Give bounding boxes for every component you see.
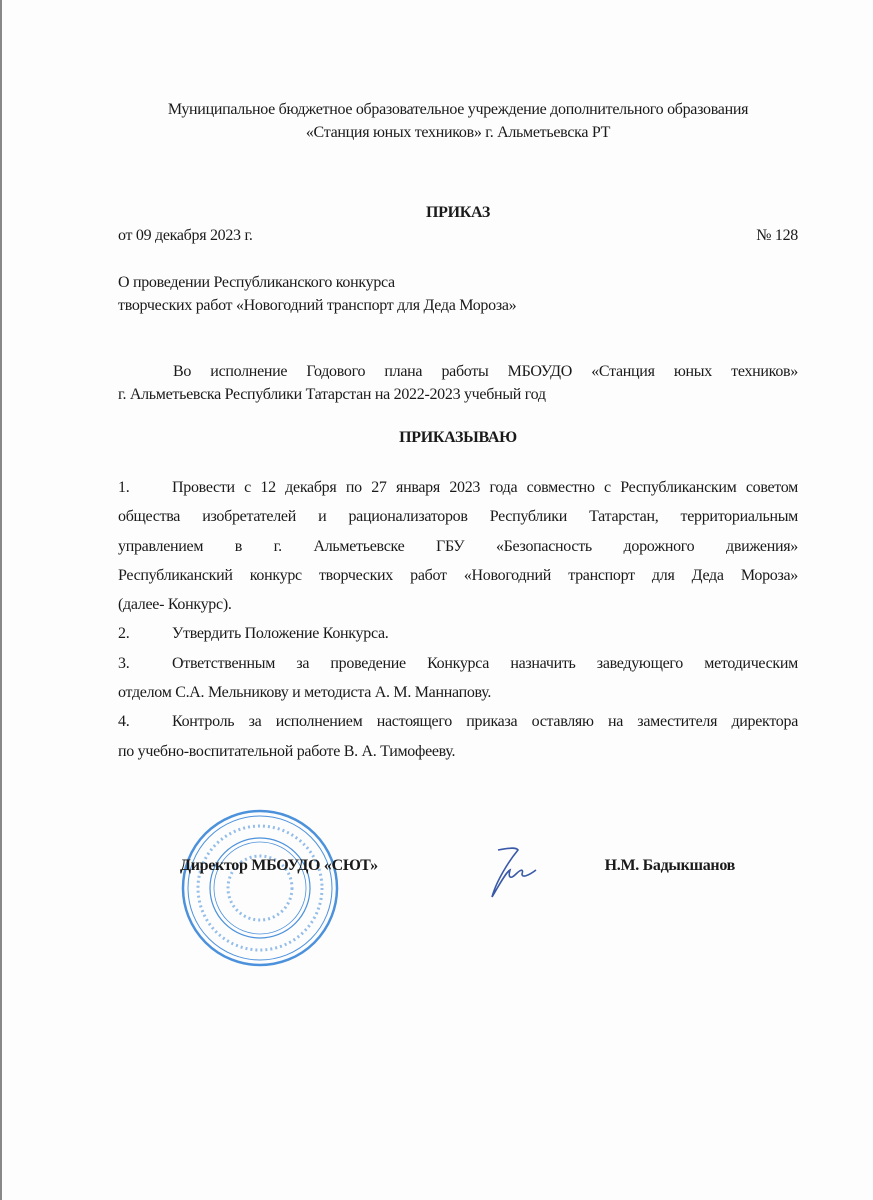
order-title: ПРИКАЗ <box>425 204 491 221</box>
item-1-line-1 <box>118 473 798 502</box>
director-name: Н.М. Бадыкшанов <box>604 856 735 874</box>
signature-row <box>118 854 735 877</box>
item-1-line-2: общества изобретателей и рационализаторов Республики Татарстан, территориальным <box>118 508 798 526</box>
director-position: Директор МБОУДО «СЮТ» <box>180 856 378 874</box>
order-items <box>118 473 798 766</box>
item-number: 1. <box>118 479 130 496</box>
item-number: 4. <box>118 713 130 731</box>
item-2-line-1 <box>118 619 798 648</box>
item-4-line-2: по учебно-воспитательной работе В. А. Тимофееву. <box>118 742 456 760</box>
preamble-line-1: Во исполнение Годового плана работы МБОУДО «Станция юных техников» <box>173 363 798 380</box>
order-date-row <box>118 224 798 247</box>
org-line-2: «Станция юных техников» г. Альметьевска РТ <box>305 124 611 141</box>
order-word: ПРИКАЗЫВАЮ <box>399 429 517 446</box>
item-1-line-4: Республиканский конкурс творческих работ «Новогодний транспорт для Деда Мороза» <box>118 566 798 584</box>
org-header <box>118 98 798 144</box>
item-3-line-1 <box>118 649 798 678</box>
item-number: 3. <box>118 654 130 672</box>
order-number: № 128 <box>756 227 798 244</box>
subject-line-2: творческих работ «Новогодний транспорт для Деда Мороза» <box>118 297 517 314</box>
order-date: от 09 декабря 2023 г. <box>118 227 253 244</box>
item-3-line-2: отделом С.А. Мельникову и методиста А. М. Маннапову. <box>118 684 492 702</box>
document-body <box>118 98 798 877</box>
scan-edge <box>0 0 2 1200</box>
item-1-line-5: (далее- Конкурс). <box>118 596 232 614</box>
item-1-line-3: управлением в г. Альметьевске ГБУ «Безопасность дорожного движения» <box>118 537 798 555</box>
item-text: Ответственным за проведение Конкурса назначить заведующего методическим <box>172 654 798 672</box>
org-line-1: Муниципальное бюджетное образовательное учреждение дополнительного образования <box>167 101 749 118</box>
item-text: Утвердить Положение Конкурса. <box>172 625 389 643</box>
item-text: Контроль за исполнением настоящего приказа оставляю на заместителя директора <box>172 713 798 731</box>
preamble-line-2: г. Альметьевска Республики Татарстан на 2022-2023 учебный год <box>118 386 546 403</box>
preamble <box>118 360 798 406</box>
item-number: 2. <box>118 625 130 643</box>
order-subject <box>118 271 798 317</box>
item-4-line-1 <box>118 707 798 736</box>
item-text: Провести с 12 декабря по 27 января 2023 года совместно с Республиканским советом <box>172 479 798 496</box>
subject-line-1: О проведении Республиканского конкурса <box>118 274 395 291</box>
